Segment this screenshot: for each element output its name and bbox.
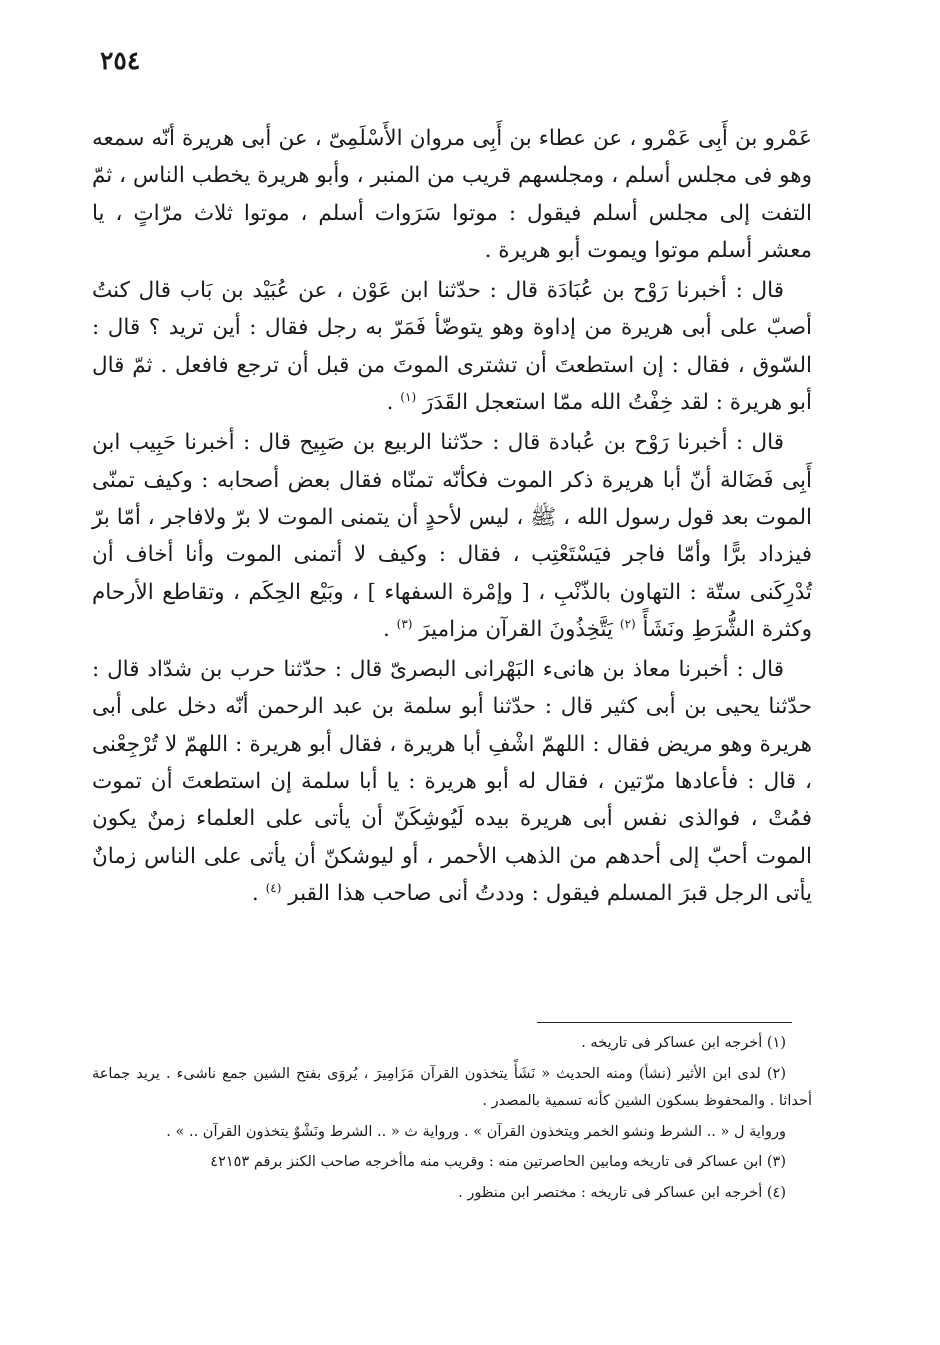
paragraph [92, 651, 812, 912]
paragraph-text: عَمْرو بن أَبِى عَمْرو ، عن عطاء بن أَبِى مروان الأَسْلَمِىّ ، عن أبى هريرة أنّه سمعه وهو فى مجلس أسلم ، ومجلسهم قريب من المنبر ، وأبو هريرة يخطب الناس ، ثمّ التفت إلى مجلس أسلم فيقول : موتوا سَرَوات أسلم ، موتوا ثلاث مرّاتٍ ، يا معشر أسلم موتوا ويموت أبو هريرة . [92, 126, 812, 263]
paragraph-end: . [386, 390, 394, 416]
main-text [92, 120, 812, 915]
footnote: (٤) أخرجه ابن عساكر فى تاريخه : مختصر ابن منظور . [458, 1184, 786, 1201]
footnote-marker: (٢) [619, 616, 636, 631]
paragraph-end: . [382, 616, 390, 642]
paragraph-text: قال : أخبرنا رَوْح بن عُبَادَة قال : حدّثنا ابن عَوْن ، عن عُبَيْد بن بَاب قال كنتُ أصبّ على أبى هريرة من إداوة وهو يتوضّأ فَمَرّ به رجل فقال : أين تريد ؟ قال : السّوق ، فقال : إن استطعتَ أن تشترى الموتَ من قبل أن ترجع فافعل . ثمّ قال أبو هريرة : لقد خِفْتُ الله ممّا استعجل القَدَرَ [92, 278, 812, 416]
footnote-marker: (١) [400, 389, 417, 404]
footnote: (٢) لدى ابن الأثير (نشأ) ومنه الحديث « نَشَأً يتخذون القرآن مَزَامِيرَ ، يُروَى بفتح الشين جمع ناشىء . يريد جماعة أحداثا . والمحفوظ بسكون الشين كأنه تسمية بالمصدر . [92, 1065, 812, 1109]
paragraph-text: قال : أخبرنا معاذ بن هانىء البَهْرانى البصرىّ قال : حدّثنا حرب بن شدّاد قال : حدّثنا يحيى بن أبى كثير قال : حدّثنا أبو سلمة بن عبد الرحمن أنّه دخل على أبى هريرة وهو مريض فقال : اللهمّ اشْفِ أبا هريرة ، فقال أبو هريرة : اللهمّ لا تُرْجِعْنى ، قال : فأعادها مرّتين ، فقال له أبو هريرة : يا أبا سلمة إن استطعتَ أن تموت فمُتْ ، فوالذى نفس أبى هريرة بيده لَيُوشِكَنّ أن يأتى على العلماء زمنٌ يكون الموت أحبّ إلى أحدهم من الذهب الأحمر ، أو ليوشكنّ أن يأتى على الناس زمانٌ يأتى الرجل قبرَ المسلم فيقول : وددتُ أنى صاحب هذا القبر [92, 657, 812, 906]
footnote-marker: (٣) [396, 616, 413, 631]
paragraph [92, 120, 812, 269]
footnote-marker: (٤) [265, 880, 282, 895]
footnote-divider [537, 1022, 792, 1023]
paragraph-text-continued: يَتَّخِذُونَ القرآن مزاميرَ [419, 616, 614, 642]
footnote: ورواية ل « .. الشرط ونشو الخمر ويتخذون القرآن » . ورواية ث « .. الشرط ونَشْوٌ يتخذون القرآن .. » . [166, 1123, 786, 1140]
paragraph [92, 272, 812, 421]
footnote: (٣) ابن عساكر فى تاريخه ومابين الحاصرتين منه : وقريب منه ماأخرجه صاحب الكنز برقم ٤٢١٥٣ [210, 1154, 786, 1170]
paragraph-end: . [251, 880, 259, 906]
paragraph-text: قال : أخبرنا رَوْح بن عُبادة قال : حدّثنا الربيع بن صَبِيح قال : أخبرنا حَبِيب ابن أَبِى فَضَالة أنّ أبا هريرة ذكر الموت فكأنّه تمنّاه فقال بعض أصحابه : وكيف تمنّى الموت بعد قول رسول الله ، ﷺ ، ليس لأحدٍ أن يتمنى الموت لا برّ ولافاجر ، أمّا برّ فيزداد برًّا وأمّا فاجر فيَسْتَعْتِب ، فقال : وكيف لا أتمنى الموت وأنا أخاف أن تُدْرِكَنى ستّة : التهاون بالذّنْبِ ، [ وإمْرة السفهاء ] ، وبَيْع الحِكَم ، وتقاطع الأرحام وكثرة الشُّرَطِ ونَشَأً [92, 430, 812, 642]
footnotes [92, 1030, 812, 1210]
paragraph [92, 424, 812, 648]
page-number: ٢٥٤ [100, 46, 141, 75]
footnote: (١) أخرجه ابن عساكر فى تاريخه . [581, 1035, 786, 1051]
